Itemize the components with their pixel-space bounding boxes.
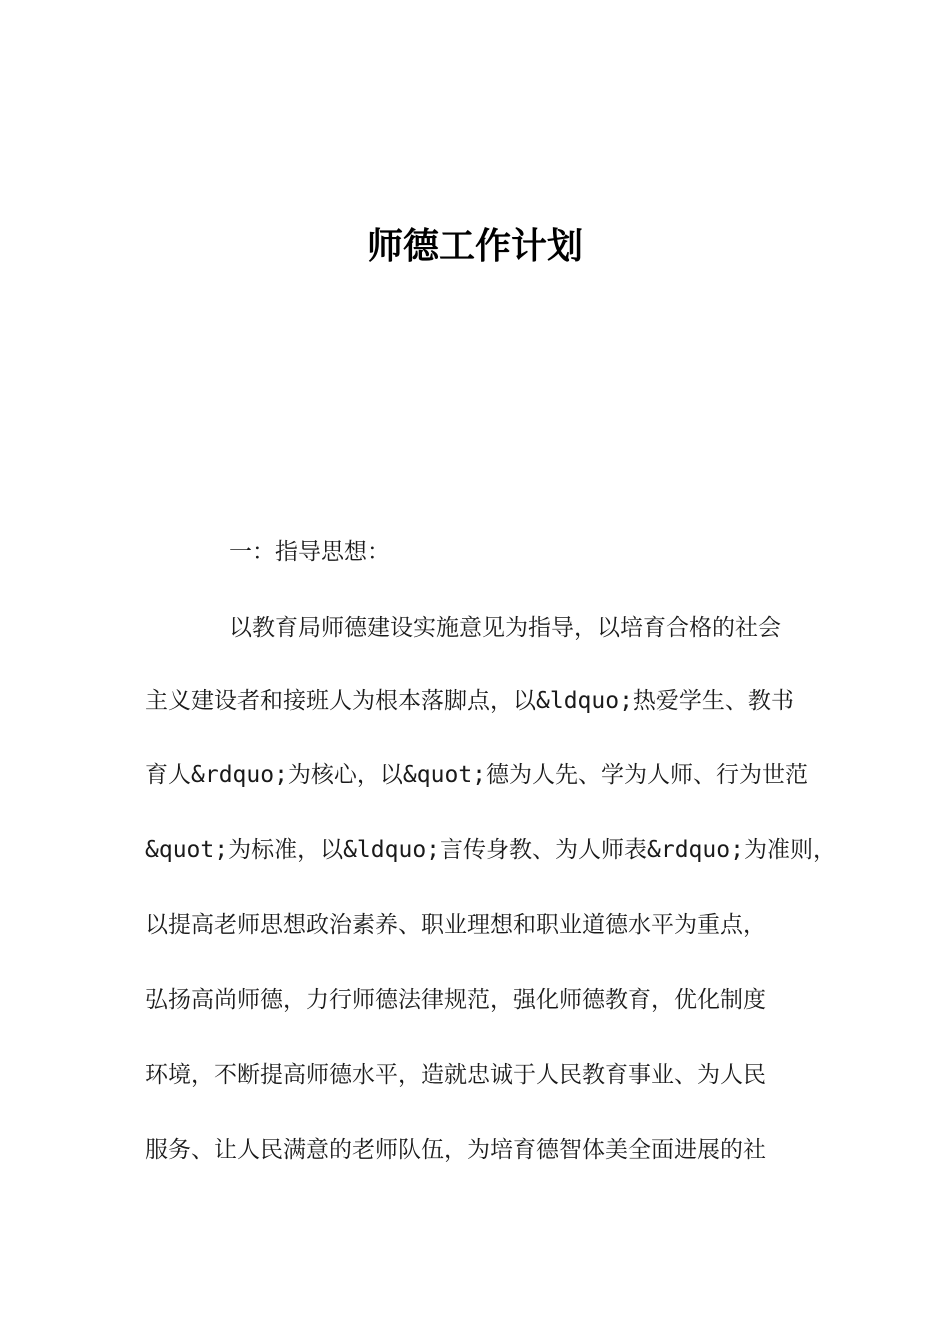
paragraph-line-2: 主义建设者和接班人为根本落脚点，以&ldquo;热爱学生、教书 — [145, 688, 794, 714]
section-heading: 一：指导思想： — [229, 539, 390, 565]
paragraph-line-1: 以教育局师德建设实施意见为指导，以培育合格的社会 — [229, 615, 781, 641]
page-title: 师德工作计划 — [366, 226, 583, 267]
paragraph-line-5: 以提高老师思想政治素养、职业理想和职业道德水平为重点， — [145, 912, 766, 938]
paragraph-line-4: &quot;为标准，以&ldquo;言传身教、为人师表&rdquo;为准则， — [145, 837, 836, 863]
paragraph-line-3: 育人&rdquo;为核心，以&quot;德为人先、学为人师、行为世范 — [145, 762, 809, 788]
paragraph-line-6: 弘扬高尚师德，力行师德法律规范，强化师德教育，优化制度 — [145, 987, 766, 1013]
paragraph-line-7: 环境，不断提高师德水平，造就忠诚于人民教育事业、为人民 — [145, 1062, 766, 1088]
paragraph-line-8: 服务、让人民满意的老师队伍，为培育德智体美全面进展的社 — [145, 1137, 766, 1163]
